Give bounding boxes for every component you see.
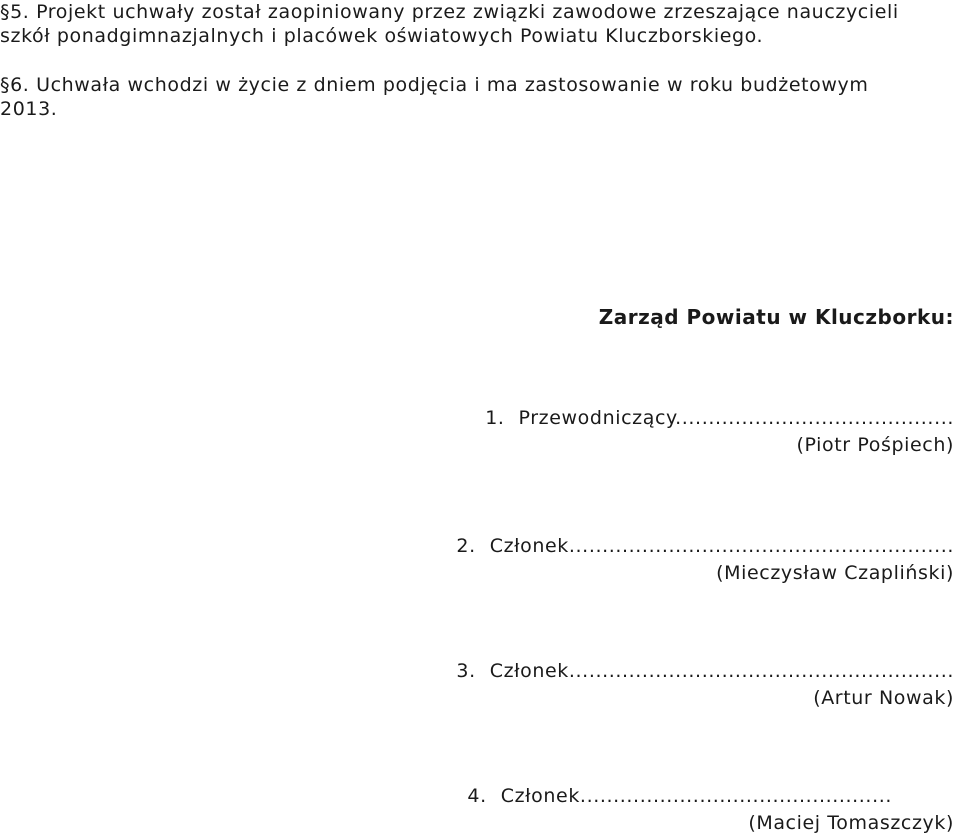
board-title: Zarząd Powiatu w Kluczborku: (598, 305, 954, 329)
member-role: Członek.......................................................... (489, 660, 954, 682)
member-role: Członek.......................................................... (489, 535, 954, 557)
member-role-line (456, 658, 954, 685)
member-role-line (467, 783, 954, 810)
paragraph-6-line-1: §6. Uchwała wchodzi w życie z dniem podjęcia i ma zastosowanie w roku budżetowym (0, 74, 869, 96)
member-role-line (456, 533, 954, 560)
member-role-line (485, 405, 954, 432)
signature-block-4 (467, 783, 954, 837)
paragraph-6 (0, 73, 960, 121)
paragraph-5-line-2: szkół ponadgimnazjalnych i placówek oświatowych Powiatu Kluczborskiego. (0, 25, 764, 47)
paragraph-5 (0, 0, 960, 48)
member-role: Członek............................................... (500, 785, 892, 807)
member-number: 3. (456, 660, 476, 682)
signature-block-3 (456, 658, 954, 712)
member-name: (Artur Nowak) (813, 687, 954, 709)
member-number: 4. (467, 785, 487, 807)
member-number: 2. (456, 535, 476, 557)
signature-block-2 (456, 533, 954, 587)
paragraph-6-line-2: 2013. (0, 98, 58, 120)
member-name: (Piotr Pośpiech) (796, 434, 954, 456)
member-role: Przewodniczący.......................................... (518, 407, 954, 429)
member-name: (Mieczysław Czapliński) (716, 562, 954, 584)
signature-block-1 (485, 405, 954, 459)
member-number: 1. (485, 407, 505, 429)
paragraph-5-line-1: §5. Projekt uchwały został zaopiniowany przez związki zawodowe zrzeszające nauczycieli (0, 1, 899, 23)
member-name: (Maciej Tomaszczyk) (748, 812, 954, 834)
